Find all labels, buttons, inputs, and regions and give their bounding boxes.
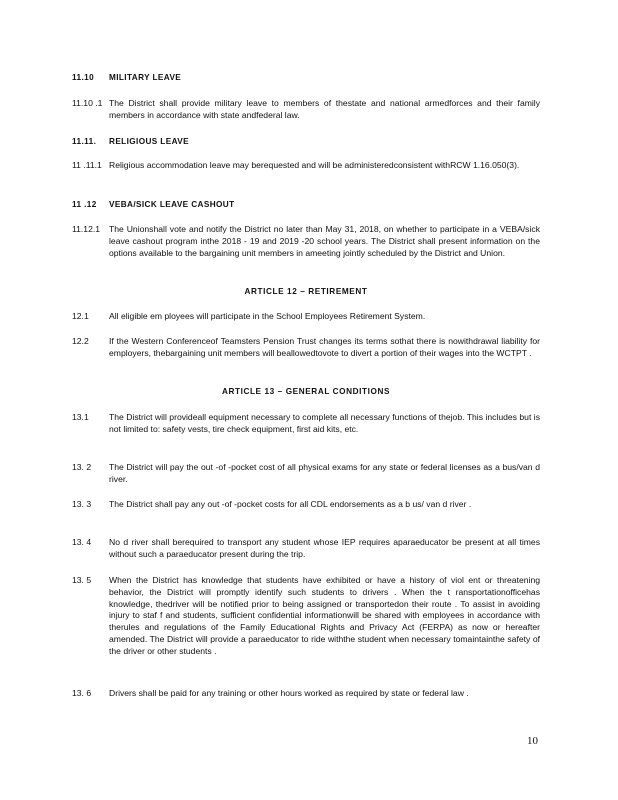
- paragraph-text: The District will provideall equipment necessary to complete all necessary functions of thejob. This includes but is not limited to: safety vests, tire check equipment, first aid kits, etc.: [109, 412, 540, 434]
- article-title: ARTICLE 13 – GENERAL CONDITIONS: [221, 387, 391, 396]
- page-number: 10: [527, 735, 538, 747]
- paragraph-number: 12.2: [72, 336, 89, 346]
- paragraph-number: 13. 2: [72, 462, 92, 472]
- article-title: ARTICLE 12 – RETIREMENT: [244, 287, 368, 296]
- section-title: RELIGIOUS LEAVE: [109, 137, 189, 146]
- paragraph-number: 13. 4: [72, 537, 92, 547]
- paragraph-text: The District shall pay any out -of -pocket costs for all CDL endorsements as a b us/ van d river .: [109, 499, 472, 509]
- section-title: VEBA/SICK LEAVE CASHOUT: [109, 200, 235, 209]
- paragraph-text: The Unionshall vote and notify the District no later than May 31, 2018, on whether to participate in a VEBA/sick leave cashout program inthe 2018 - 19 and 2019 -20 school years. The District shall present information on the options available to the bargaining unit members in ameeting jointly scheduled by the District and Union.: [109, 224, 540, 258]
- section-title: MILITARY LEAVE: [109, 73, 182, 82]
- paragraph-text: The District will pay the out -of -pocket cost of all physical exams for any state or federal licenses as a bus/van d river.: [109, 462, 540, 484]
- paragraph-number: 12.1: [72, 311, 89, 321]
- paragraph-text: The District shall provide military leave to members of thestate and national armedforces and their family members in accordance with state andfederal law.: [109, 98, 540, 120]
- paragraph-number: 11.12.1: [72, 224, 101, 234]
- section-number: 11 .12: [72, 200, 97, 209]
- paragraph-text: All eligible em ployees will participate in the School Employees Retirement System.: [109, 311, 426, 321]
- paragraph-text: No d river shall berequired to transport any student whose IEP requires aparaeducator be present at all times without such a paraeducator present during the trip.: [109, 537, 540, 559]
- paragraph-text: When the District has knowledge that students have exhibited or have a history of viol ent or threatening behavior, the District will promptly identify such students to drivers . When the t ransportationofficehas knowledge, thedriver will be notified prior to being assigned or transportedon their route . To assist in avoiding injury to staf f and students, sufficient confidential informationwill be shared with employees in accordance with therules and regulations of the Family Educational Rights and Privacy Act (FERPA) as now or hereafter amended. The District will provide a paraeducator to ride withthe student when necessary tomaintainthe safety of the driver or other students .: [109, 575, 540, 656]
- paragraph-number: 13. 5: [72, 575, 92, 585]
- paragraph-number: 13. 6: [72, 688, 92, 698]
- paragraph-number: 11.10 .1: [72, 98, 103, 108]
- paragraph-text: Religious accommodation leave may berequested and will be administeredconsistent withRCW 1.16.050(3).: [109, 160, 520, 170]
- paragraph-text: If the Western Conferenceof Teamsters Pension Trust changes its terms sothat there is nowithdrawal liability for employers, thebargaining unit members will beallowedtovote to divert a portion of their wages into the WCTPT .: [109, 336, 540, 358]
- paragraph-number: 13.1: [72, 412, 89, 422]
- paragraph-number: 11 .11.1: [72, 160, 102, 170]
- section-number: 11.11.: [72, 137, 97, 146]
- paragraph-number: 13. 3: [72, 499, 92, 509]
- section-number: 11.10: [72, 73, 95, 82]
- paragraph-text: Drivers shall be paid for any training or other hours worked as required by state or federal law .: [109, 688, 469, 698]
